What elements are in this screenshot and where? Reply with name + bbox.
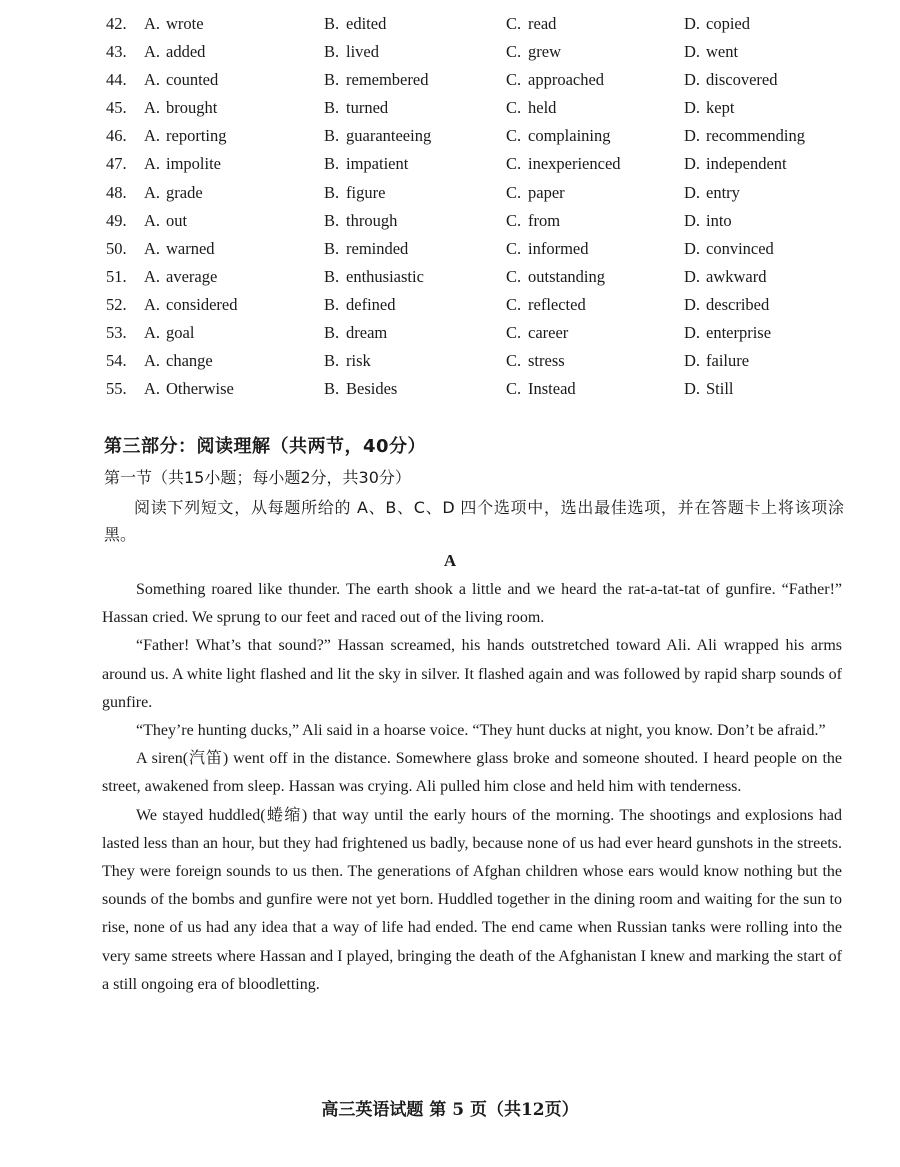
option-word: outstanding [528,266,605,286]
passage-a [102,576,842,999]
passage-paragraph: “Father! What’s that sound?” Hassan screamed, his hands outstretched toward Ali. Ali wrapped his arms around us. A white light flashed and lit the sky in silver. It flashed again and was followed by rapid sharp sounds of gunfire. [102,637,842,711]
option-b [324,10,386,38]
option-a [144,207,187,235]
option-c [506,347,565,375]
option-d [684,207,732,235]
option-word: enthusiastic [346,266,424,286]
option-c [506,38,561,66]
option-word: Besides [346,379,398,399]
option-letter: D. [684,98,701,118]
option-letter: C. [506,182,522,202]
option-a [144,10,204,38]
option-letter: D. [684,294,701,314]
option-d [684,347,749,375]
option-row [98,375,858,403]
option-word: edited [346,14,387,33]
option-letter: D. [684,379,701,399]
option-b [324,347,371,375]
option-word: recommending [706,126,805,146]
option-letter: B. [324,294,340,314]
option-word: failure [706,351,750,371]
option-letter: A. [144,42,161,62]
option-row [98,347,858,375]
passage-paragraph: “They’re hunting ducks,” Ali said in a hoarse voice. “They hunt ducks at night, you know. Don’t be afraid.” [136,722,826,740]
question-number: 49. [106,210,127,230]
option-letter: B. [324,210,340,230]
option-word: reporting [166,126,227,146]
option-word: enterprise [706,323,772,343]
option-d [684,319,771,347]
option-letter: D. [684,323,701,343]
option-word: goal [166,323,195,343]
option-word: stress [528,351,565,371]
option-row [98,122,858,150]
option-letter: D. [684,154,701,174]
question-number: 50. [106,238,127,258]
option-row [98,150,858,178]
question-number: 42. [106,14,127,33]
option-row [98,10,858,38]
option-letter: B. [324,126,340,146]
passage-label: A [443,551,457,570]
option-d [684,10,750,38]
option-letter: B. [324,238,340,258]
option-word: approached [528,70,605,90]
option-word: Still [706,379,734,399]
option-b [324,38,379,66]
option-a [144,66,218,94]
option-c [506,291,586,319]
option-letter: A. [144,323,161,343]
option-letter: C. [506,379,522,399]
option-letter: A. [144,210,161,230]
option-word: independent [706,154,787,174]
option-word: held [528,98,557,118]
option-a [144,122,226,150]
option-letter: A. [144,351,161,371]
option-letter: A. [144,154,161,174]
option-word: counted [166,70,219,90]
option-letter: D. [684,126,701,146]
option-d [684,150,787,178]
option-word: Otherwise [166,379,234,399]
option-row [98,94,858,122]
option-letter: D. [684,351,701,371]
option-word: informed [528,238,589,258]
option-d [684,122,805,150]
part-title: 第三部分：阅读理解（共两节，40分） [104,436,427,457]
option-a [144,347,213,375]
option-letter: C. [506,210,522,230]
option-letter: B. [324,14,340,33]
option-letter: D. [684,182,701,202]
option-d [684,263,766,291]
option-letter: C. [506,238,522,258]
question-number: 44. [106,70,127,90]
option-letter: B. [324,42,340,62]
option-letter: A. [144,14,161,33]
option-row [98,319,858,347]
passage-paragraph: We stayed huddled(蜷缩) that way until the early hours of the morning. The shootings and explosions had lasted less than an hour, but they had frightened us badly, because none of us had ever heard gunshots in the streets. They were foreign sounds to us then. The generations of Afghan children whose ears would know nothing but the sounds of the bombs and gunfire were not yet born. Huddled together in the dining room and waiting for the sun to rise, none of us had any idea that a way of life had ended. The end came when Russian tanks were rolling into the very same streets where Hassan and I played, bringing the death of the Afghanistan I knew and marking the start of a still ongoing era of bloodletting. [102,806,842,993]
option-word: out [166,210,188,230]
option-word: grade [166,182,203,202]
option-letter: C. [506,351,522,371]
option-letter: C. [506,98,522,118]
option-word: reflected [528,294,586,314]
page-footer: 高三英语试题 第 5 页（共12页） [321,1100,579,1120]
option-letter: B. [324,266,340,286]
option-letter: D. [684,70,701,90]
question-number: 48. [106,182,127,202]
option-word: from [528,210,561,230]
option-letter: A. [144,182,161,202]
option-word: figure [346,182,386,202]
option-b [324,94,388,122]
option-letter: B. [324,182,340,202]
option-letter: C. [506,126,522,146]
option-word: copied [706,14,750,33]
instruction-text: 阅读下列短文，从每题所给的 A、B、C、D 四个选项中，选出最佳选项，并在答题卡上将该项涂黑。 [104,498,844,544]
option-d [684,179,740,207]
option-b [324,319,387,347]
option-b [324,122,431,150]
option-a [144,263,217,291]
question-number: 43. [106,42,127,62]
option-word: Instead [528,379,576,399]
option-d [684,38,738,66]
question-number: 55. [106,379,127,399]
option-letter: C. [506,323,522,343]
option-word: entry [706,182,740,202]
option-c [506,319,568,347]
option-word: guaranteeing [346,126,432,146]
option-letter: B. [324,351,340,371]
option-word: grew [528,42,561,62]
option-word: change [166,351,213,371]
option-letter: A. [144,70,161,90]
option-d [684,66,777,94]
option-b [324,235,408,263]
option-c [506,122,610,150]
option-word: warned [166,238,215,258]
option-word: impatient [346,154,409,174]
option-b [324,263,424,291]
option-letter: C. [506,14,522,33]
option-c [506,207,560,235]
option-c [506,66,604,94]
question-number: 53. [106,323,127,343]
option-word: remembered [346,70,429,90]
option-a [144,291,237,319]
option-word: turned [346,98,389,118]
option-row [98,235,858,263]
option-word: through [346,210,398,230]
option-word: reminded [346,238,409,258]
option-word: into [706,210,732,230]
option-b [324,150,408,178]
option-letter: B. [324,98,340,118]
option-d [684,375,734,403]
option-letter: B. [324,323,340,343]
option-letter: C. [506,70,522,90]
passage-paragraph: A siren(汽笛) went off in the distance. Somewhere glass broke and someone shouted. I heard people on the street, awakened from sleep. Hassan was crying. Ali pulled him close and held him with tenderness. [102,750,842,796]
option-word: wrote [166,14,204,33]
option-row [98,179,858,207]
option-row [98,66,858,94]
option-word: defined [346,294,396,314]
option-word: lived [346,42,379,62]
option-a [144,38,205,66]
option-a [144,319,194,347]
option-letter: C. [506,266,522,286]
option-d [684,235,774,263]
option-b [324,375,397,403]
option-word: impolite [166,154,221,174]
option-c [506,150,621,178]
option-word: dream [346,323,388,343]
option-a [144,150,221,178]
option-word: discovered [706,70,778,90]
option-letter: A. [144,238,161,258]
option-word: convinced [706,238,774,258]
option-letter: B. [324,70,340,90]
option-row [98,263,858,291]
option-word: considered [166,294,238,314]
option-a [144,94,217,122]
option-letter: D. [684,42,701,62]
question-number: 52. [106,294,127,314]
option-row [98,38,858,66]
option-c [506,235,588,263]
option-b [324,207,397,235]
question-number: 46. [106,126,127,146]
option-d [684,291,769,319]
option-a [144,235,215,263]
option-word: brought [166,98,218,118]
option-word: paper [528,182,565,202]
option-word: added [166,42,206,62]
option-word: kept [706,98,735,118]
section-title: 第一节（共15小题；每小题2分，共30分） [104,468,411,487]
option-letter: C. [506,42,522,62]
option-c [506,263,605,291]
passage-paragraph: Something roared like thunder. The earth shook a little and we heard the rat-a-tat-tat of gunfire. “Father!” Hassan cried. We sprung to our feet and raced out of the living room. [102,581,842,627]
option-a [144,375,234,403]
option-letter: C. [506,154,522,174]
option-letter: A. [144,98,161,118]
option-word: average [166,266,218,286]
option-c [506,10,556,38]
option-letter: A. [144,126,161,146]
option-letter: A. [144,266,161,286]
option-word: went [706,42,739,62]
option-word: risk [346,351,371,371]
option-letter: A. [144,379,161,399]
option-c [506,375,576,403]
option-word: career [528,323,569,343]
option-letter: D. [684,238,701,258]
option-word: read [528,14,557,33]
question-number: 45. [106,98,127,118]
option-letter: D. [684,266,701,286]
question-number: 54. [106,351,127,371]
option-c [506,94,556,122]
option-word: complaining [528,126,611,146]
option-row [98,291,858,319]
option-word: inexperienced [528,154,621,174]
option-word: awkward [706,266,767,286]
option-a [144,179,203,207]
option-d [684,94,734,122]
option-letter: D. [684,210,701,230]
option-b [324,291,395,319]
option-letter: C. [506,294,522,314]
option-letter: D. [684,14,701,33]
question-number: 47. [106,154,127,174]
answer-options-table [98,10,858,403]
option-b [324,66,428,94]
option-letter: B. [324,154,340,174]
option-letter: A. [144,294,161,314]
option-c [506,179,565,207]
option-row [98,207,858,235]
option-b [324,179,385,207]
question-number: 51. [106,266,127,286]
option-letter: B. [324,379,340,399]
option-word: described [706,294,770,314]
